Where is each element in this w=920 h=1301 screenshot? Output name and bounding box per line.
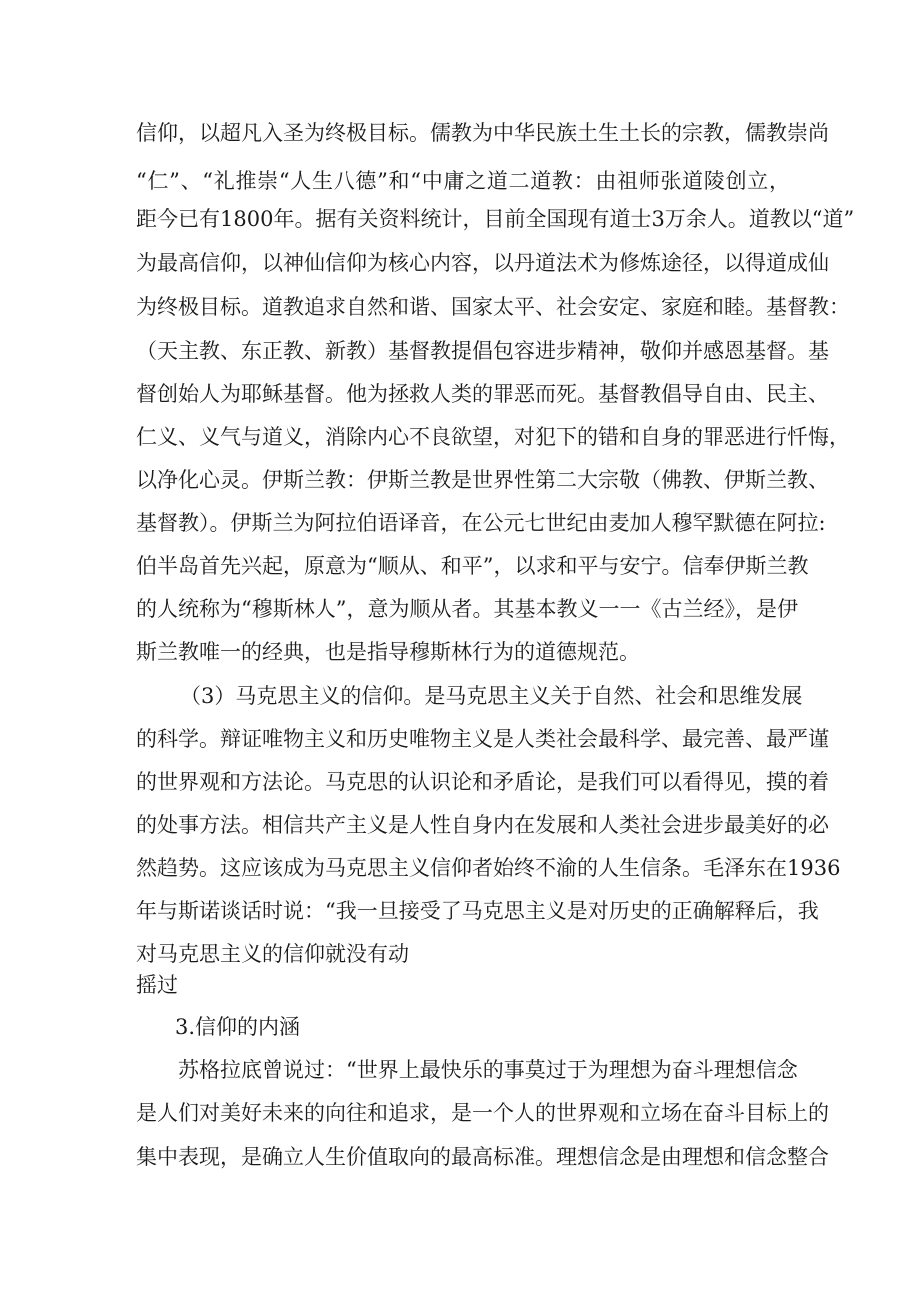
paragraph-line: 然趋势。这应该成为马克思主义信仰者始终不渝的人生信条。毛泽东在1936	[136, 856, 841, 880]
paragraph-line: 集中表现，是确立人生价值取向的最高标准。理想信念是由理想和信念整合	[136, 1145, 829, 1169]
paragraph-line: （天主教、东正教、新教）基督教提倡包容进步精神，敬仰并感恩基督。基	[136, 339, 829, 363]
paragraph-line: 督创始人为耶稣基督。他为拯救人类的罪恶而死。基督教倡导自由、民主、	[136, 382, 829, 406]
section-heading: 3.信仰的内涵	[175, 1015, 301, 1039]
paragraph-line: 信仰，以超凡入圣为终极目标。儒教为中华民族土生土长的宗教，儒教崇尚	[136, 121, 829, 145]
paragraph-line: 为终极目标。道教追求自然和谐、国家太平、社会安定、家庭和睦。基督教：	[136, 295, 850, 319]
paragraph-line: 的人统称为“穆斯林人”，意为顺从者。其基本教义一一《古兰经》，是伊	[136, 597, 798, 621]
paragraph-line: 是人们对美好未来的向往和追求，是一个人的世界观和立场在奋斗目标上的	[136, 1101, 829, 1125]
paragraph-line: 距今已有1800年。据有关资料统计，目前全国现有道士3万余人。道教以“道”	[136, 207, 855, 231]
paragraph-line: 伯半岛首先兴起，原意为“顺从、和平”，以求和平与安宁。信奉伊斯兰教	[136, 554, 809, 578]
paragraph-line: 苏格拉底曾说过：“世界上最快乐的事莫过于为理想为奋斗理想信念	[178, 1058, 798, 1082]
paragraph-line: 的世界观和方法论。马克思的认识论和矛盾论，是我们可以看得见，摸的着	[136, 770, 829, 794]
paragraph-line: 对马克思主义的信仰就没有动	[136, 942, 409, 966]
paragraph-line: “仁”、“礼推崇“人生八德”和“中庸之道二道教：由祖师张道陵创立，	[136, 169, 790, 193]
paragraph-line: 的科学。辩证唯物主义和历史唯物主义是人类社会最科学、最完善、最严谨	[136, 727, 829, 751]
paragraph-line: 为最高信仰，以神仙信仰为核心内容，以丹道法术为修炼途径，以得道成仙	[136, 251, 829, 275]
paragraph-line: 以净化心灵。伊斯兰教：伊斯兰教是世界性第二大宗敬（佛教、伊斯兰教、	[136, 468, 829, 492]
paragraph-line: 的处事方法。相信共产主义是人性自身内在发展和人类社会进步最美好的必	[136, 813, 829, 837]
paragraph-line: 基督教）。伊斯兰为阿拉伯语译音，在公元七世纪由麦加人穆罕默德在阿拉:	[136, 511, 826, 535]
section-heading-line: （3）马克思主义的信仰。是马克思主义关于自然、社会和思维发展	[180, 684, 803, 708]
paragraph-line: 年与斯诺谈话时说：“我一旦接受了马克思主义是对历史的正确解释后，我	[136, 899, 819, 923]
paragraph-line: 斯兰教唯一的经典，也是指导穆斯林行为的道德规范。	[136, 640, 640, 664]
paragraph-line: 仁义、义气与道义，消除内心不良欲望，对犯下的错和自身的罪恶进行忏悔，	[136, 425, 850, 449]
paragraph-line: 摇过	[136, 973, 178, 997]
